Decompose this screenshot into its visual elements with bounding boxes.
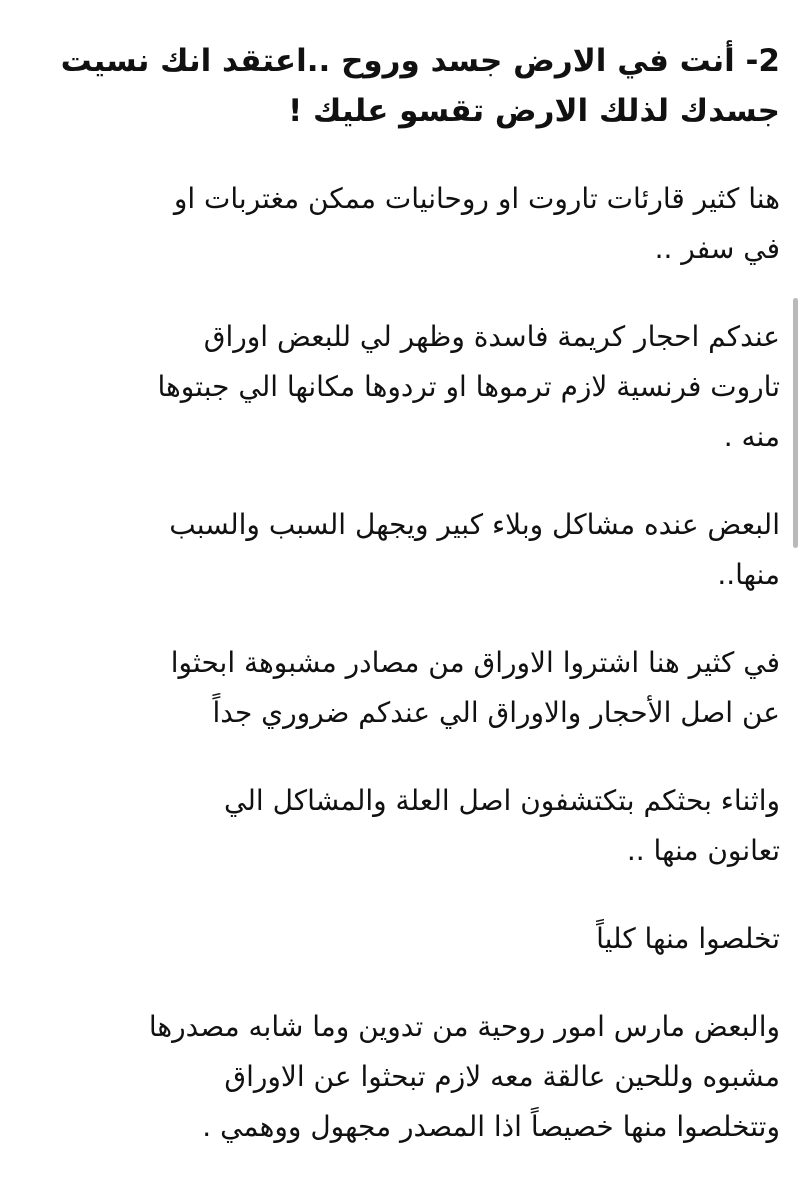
paragraph	[40, 914, 780, 964]
paragraph-line: واثناء بحثكم بتكتشفون اصل العلة والمشاكل الي	[224, 784, 780, 817]
paragraph	[40, 500, 780, 600]
post-text	[40, 36, 780, 1190]
heading	[40, 36, 780, 136]
paragraph	[40, 174, 780, 274]
paragraph-line: البعض عنده مشاكل وبلاء كبير ويجهل السبب والسبب	[169, 508, 780, 541]
paragraph	[40, 312, 780, 462]
heading-line: 2- أنت في الارض جسد وروح ..اعتقد انك نسيت	[60, 43, 780, 79]
paragraph-line: عندكم احجار كريمة فاسدة وظهر لي للبعض اوراق	[203, 320, 780, 353]
paragraph-line: عن اصل الأحجار والاوراق الي عندكم ضروري جداً	[212, 696, 780, 729]
paragraph-line: مشبوه وللحين عالقة معه لازم تبحثوا عن الاوراق	[224, 1060, 780, 1093]
paragraph	[40, 638, 780, 738]
paragraph-line: تخلصوا منها كلياً	[596, 922, 780, 955]
paragraph-line: تاروت فرنسية لازم ترموها او تردوها مكانها الي جبتوها	[157, 370, 780, 403]
paragraph-line: منه .	[723, 420, 780, 453]
paragraph-line: منها..	[717, 558, 780, 591]
paragraph-line: والبعض مارس امور روحية من تدوين وما شابه مصدرها	[148, 1010, 780, 1043]
paragraph-line: تعانون منها ..	[626, 834, 780, 867]
vertical-scrollbar[interactable]	[793, 298, 798, 548]
paragraph-line: في سفر ..	[654, 232, 780, 265]
heading-line: جسدك لذلك الارض تقسو عليك !	[288, 93, 780, 129]
paragraph-line: هنا كثير قارئات تاروت او روحانيات ممكن مغتربات او	[173, 182, 780, 215]
paragraph	[40, 776, 780, 876]
paragraph-line: في كثير هنا اشتروا الاوراق من مصادر مشبوهة ابحثوا	[170, 646, 780, 679]
paragraph-line: وتتخلصوا منها خصيصاً اذا المصدر مجهول ووهمي .	[202, 1110, 780, 1143]
paragraph	[40, 1002, 780, 1152]
